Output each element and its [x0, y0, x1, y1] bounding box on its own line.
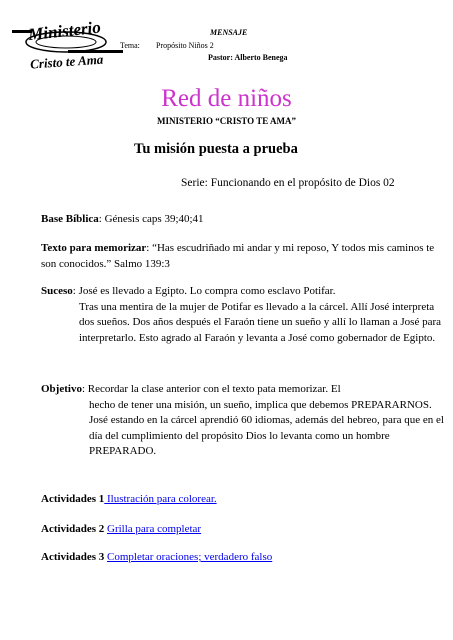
base-biblica-text: : Génesis caps 39;40;41	[98, 213, 204, 225]
header-pastor: Pastor: Alberto Benega	[208, 53, 288, 62]
actividad-3	[41, 551, 272, 563]
actividad-1	[41, 493, 217, 505]
suceso-continuation: Tras una mentira de la mujer de Potifar es llevado a la cárcel. Allí José interpreta dos sueños. Dos años después el Faraón tiene un sueño y allí lo llaman a José para interpretarlo. Esto agrado al Faraón y levanta a José como gobernador de Egipto.	[79, 300, 442, 344]
ministry-name: MINISTERIO “CRISTO TE AMA”	[157, 116, 296, 126]
header-mensaje: MENSAJE	[210, 28, 248, 37]
texto-memorizar-text: : “Has escudriñado mi andar y mi reposo, Y todos mis caminos te son conocidos.” Salmo 139:3	[41, 242, 435, 270]
logo-text-cristo: Cristo te Ama	[29, 51, 104, 72]
page-title: Red de niños	[161, 85, 292, 112]
series-line: Serie: Funcionando en el propósito de Dios 02	[181, 177, 395, 189]
actividad-3-link[interactable]: Completar oraciones; verdadero falso	[107, 551, 273, 563]
header-tema-value: Propósito Niños 2	[156, 41, 214, 50]
base-biblica	[41, 212, 204, 228]
actividad-2-link[interactable]: Grilla para completar	[107, 523, 202, 535]
suceso-first-line: : José es llevado a Egipto. Lo compra como esclavo Potifar.	[72, 285, 336, 297]
ministry-logo	[8, 10, 126, 72]
suceso-paragraph	[41, 284, 441, 346]
base-biblica-label: Base Bíblica	[41, 213, 99, 225]
texto-memorizar	[41, 241, 441, 272]
header-tema-label: Tema:	[120, 41, 140, 50]
objetivo-paragraph	[41, 382, 446, 460]
logo-text-ministerio: Ministerio	[27, 17, 102, 45]
objetivo-label: Objetivo	[41, 383, 82, 395]
suceso-label: Suceso	[41, 285, 73, 297]
objetivo-continuation: hecho de tener una misión, un sueño, implica que debemos PREPARARNOS. José estando en la cárcel aprendió 60 idiomas, además del hebreo, para que en el día del cumplimiento del propósito Dios lo levanta como un hombre PREPARADO.	[89, 398, 444, 457]
texto-memorizar-label: Texto para memorizar	[41, 242, 147, 254]
objetivo-first-line: : Recordar la clase anterior con el texto pata memorizar. El	[81, 383, 341, 395]
actividad-3-label: Actividades 3	[41, 551, 105, 563]
actividad-2	[41, 523, 201, 535]
actividad-2-label: Actividades 2	[41, 523, 105, 535]
actividad-1-link[interactable]: Ilustración para colorear.	[104, 493, 217, 505]
actividad-1-label: Actividades 1	[41, 493, 105, 505]
lesson-subtitle: Tu misión puesta a prueba	[134, 141, 298, 157]
